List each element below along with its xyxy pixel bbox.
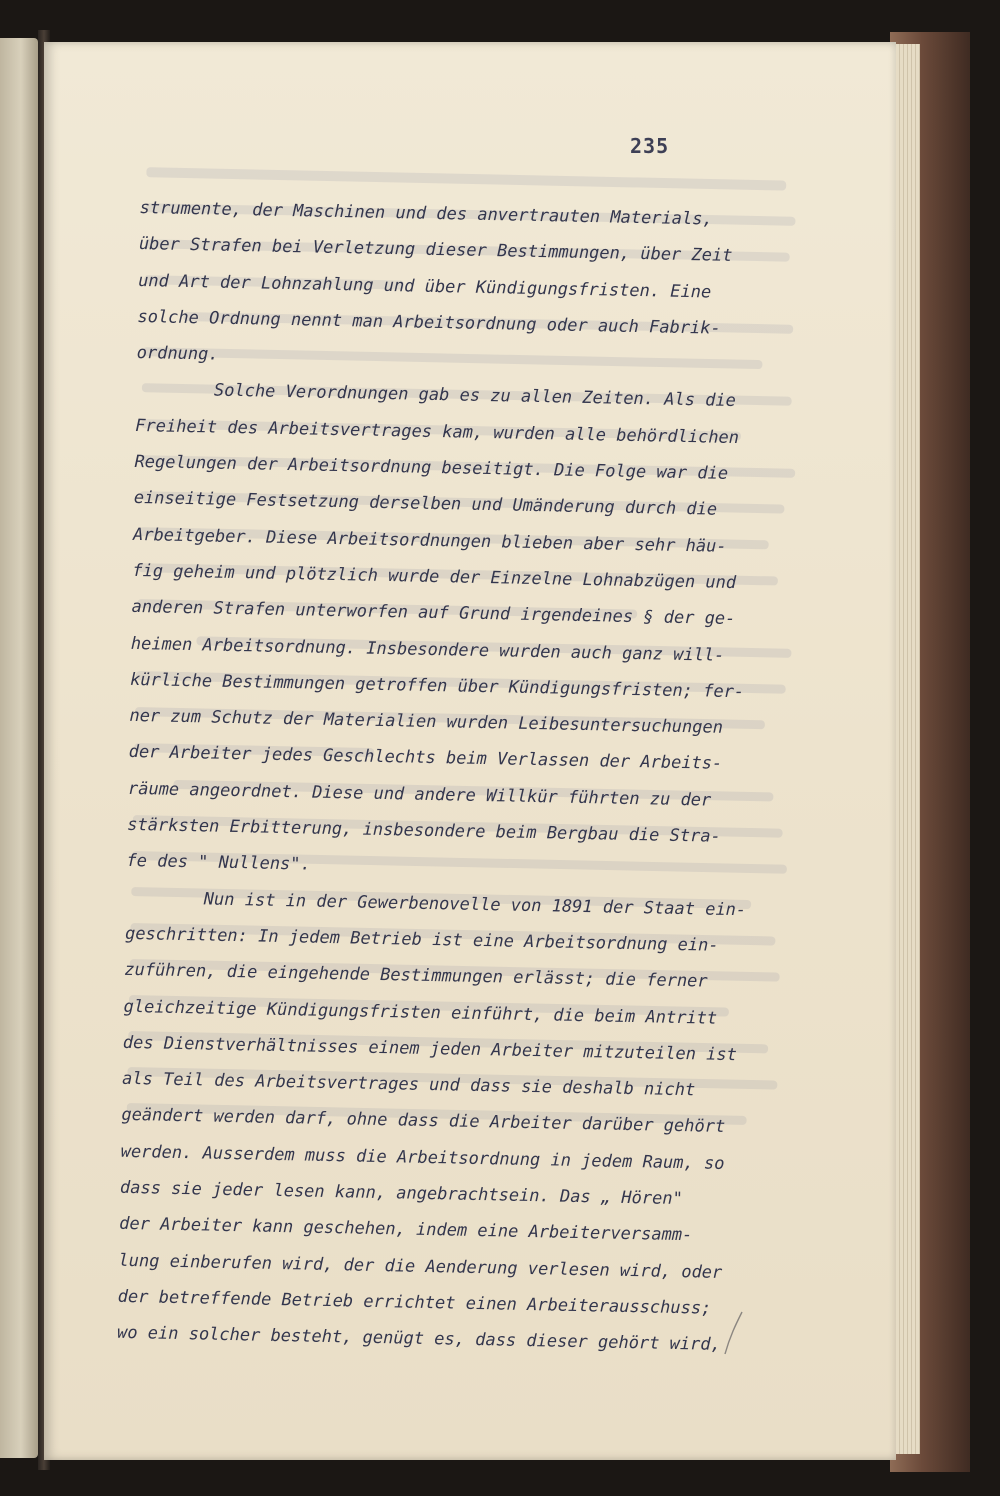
text-line: lung einberufen wird, der die Aenderung verlesen wird, oder — [118, 1250, 723, 1283]
text-line: Solche Verordnungen gab es zu allen Zeiten. Als die — [213, 381, 737, 412]
text-line: ner zum Schutz der Materialien wurden Leibesuntersuchungen — [129, 706, 724, 738]
text-line: dass sie jeder lesen kann, angebrachtsein. Das „ Hören" — [119, 1177, 683, 1210]
text-line: des Dienstverhältnisses einem jeden Arbeiter mitzuteilen ist — [122, 1032, 738, 1065]
text-line: über Strafen bei Verletzung dieser Bestimmungen, über Zeit — [138, 234, 733, 267]
text-line: heimen Arbeitsordnung. Insbesondere wurden auch ganz will- — [130, 633, 725, 666]
text-line: solche Ordnung nennt man Arbeitsordnung oder auch Fabrik- — [137, 306, 721, 339]
text-line: und Art der Lohnzahlung und über Kündigungsfristen. Eine — [137, 270, 712, 303]
text-line: strumente, der Maschinen und des anvertrauten Materials, — [139, 197, 713, 230]
text-line: kürliche Bestimmungen getroffen über Kündigungsfristen; fer- — [129, 669, 745, 703]
text-line: Regelungen der Arbeitsordnung beseitigt. Die Folge war die — [134, 452, 729, 484]
text-line: zuführen, die eingehende Bestimmungen erlässt; die ferner — [124, 960, 708, 992]
text-line: anderen Strafen unterworfen auf Grund irgendeines § der ge- — [131, 597, 736, 630]
pencil-mark — [722, 1310, 748, 1356]
text-line: der betreffende Betrieb errichtet einen Arbeiterausschuss; — [117, 1286, 712, 1319]
text-line: der Arbeiter kann geschehen, indem eine Arbeiterversamm- — [119, 1214, 693, 1246]
text-line: fig geheim und plötzlich wurde der Einzelne Lohnabzügen und — [132, 560, 737, 594]
text-line: geschritten: In jedem Betrieb ist eine Arbeitsordnung ein- — [124, 923, 719, 956]
text-line: gleichzeitige Kündigungsfristen einführt, die beim Antritt — [123, 996, 718, 1029]
text-line: werden. Ausserdem muss die Arbeitsordnung in jedem Raum, so — [120, 1141, 725, 1174]
text-line: ordnung. — [136, 343, 219, 365]
text-line: als Teil des Arbeitsvertrages und dass sie deshalb nicht — [121, 1068, 696, 1101]
text-line: fe des " Nullens". — [126, 851, 311, 875]
text-line: Freiheit des Arbeitsvertrages kam, wurden alle behördlichen — [135, 415, 740, 448]
text-line: Arbeitgeber. Diese Arbeitsordnungen blieben aber sehr häu- — [132, 524, 727, 557]
text-line: stärksten Erbitterung, insbesondere beim Bergbau die Stra- — [127, 814, 721, 847]
text-line: Nun ist in der Gewerbenovelle von 1891 der Staat ein- — [203, 889, 747, 920]
text-line: räume angeordnet. Diese und andere Willkür führten zu der — [127, 778, 712, 811]
left-page-edge — [0, 38, 38, 1458]
page-number: 235 — [630, 134, 670, 158]
text-line: einseitige Festsetzung derselben und Umänderung durch die — [133, 488, 718, 521]
text-line: wo ein solcher besteht, genügt es, dass dieser gehört wird, — [116, 1322, 721, 1356]
text-line: geändert werden darf, ohne dass die Arbeiter darüber gehört — [121, 1105, 726, 1138]
text-line: der Arbeiter jedes Geschlechts beim Verlassen der Arbeits- — [128, 742, 723, 775]
body-text — [117, 190, 820, 1365]
